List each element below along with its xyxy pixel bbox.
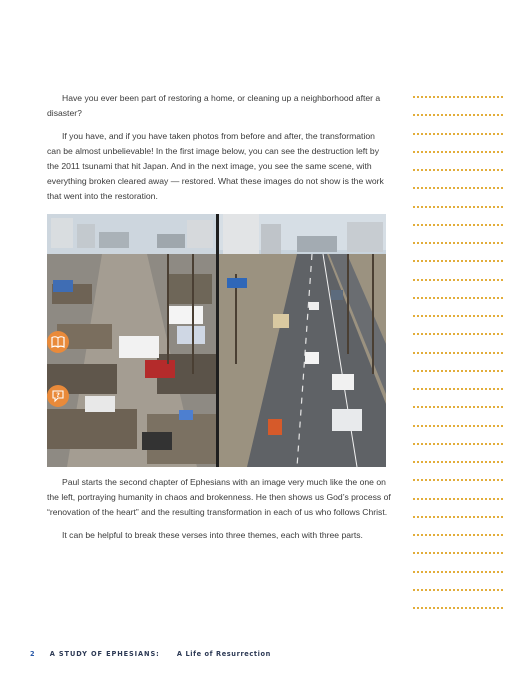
note-line — [413, 187, 503, 189]
note-line — [413, 498, 503, 500]
page-number: 2 — [30, 650, 36, 658]
note-line — [413, 260, 503, 262]
note-line — [413, 406, 503, 408]
before-image — [47, 214, 217, 467]
note-lines — [413, 96, 503, 625]
note-line — [413, 206, 503, 208]
note-line — [413, 425, 503, 427]
note-line — [413, 151, 503, 153]
paragraph: Paul starts the second chapter of Ephesians with an image very much like the one on the left, portraying humanity in chaos and brokenness. He then shows us God’s process of “renovation of the heart” and the resulting transformation in each of us who follows Christ. — [47, 477, 391, 517]
note-line — [413, 333, 503, 335]
note-line — [413, 552, 503, 554]
note-line — [413, 297, 503, 299]
note-line — [413, 133, 503, 135]
paragraph: If you have, and if you have taken photos from before and after, the transformation can be almost unbelievable! In the first image below, you can see the destruction left by the 2011 tsunami that hit Japan. And in the next image, you see the same scene, with everything broken cleared away — restored. What these images do not show is the work that went into the restoration. — [47, 131, 384, 201]
note-line — [413, 534, 503, 536]
after-image — [219, 214, 386, 467]
page-footer — [30, 650, 271, 658]
note-line — [413, 370, 503, 372]
note-line — [413, 571, 503, 573]
series-subtitle: A Life of Resurrection — [176, 650, 271, 658]
discussion-text — [47, 475, 391, 551]
svg-text:?: ? — [56, 391, 60, 399]
note-line — [413, 352, 503, 354]
book-icon — [47, 331, 69, 353]
note-line — [413, 443, 503, 445]
note-line — [413, 279, 503, 281]
note-line — [413, 461, 503, 463]
question-icon — [47, 385, 69, 407]
note-line — [413, 516, 503, 518]
note-line — [413, 479, 503, 481]
note-line — [413, 242, 503, 244]
intro-text — [47, 91, 391, 212]
note-line — [413, 114, 503, 116]
paragraph: It can be helpful to break these verses into three themes, each with three parts. — [62, 530, 363, 540]
note-line — [413, 589, 503, 591]
note-line — [413, 224, 503, 226]
note-line — [413, 315, 503, 317]
before-after-photo — [47, 214, 386, 467]
paragraph: Have you ever been part of restoring a home, or cleaning up a neighborhood after a disaster? — [47, 93, 381, 118]
note-line — [413, 607, 503, 609]
note-line — [413, 96, 503, 98]
series-title: A STUDY OF EPHESIANS: — [49, 650, 160, 658]
note-line — [413, 169, 503, 171]
note-line — [413, 388, 503, 390]
